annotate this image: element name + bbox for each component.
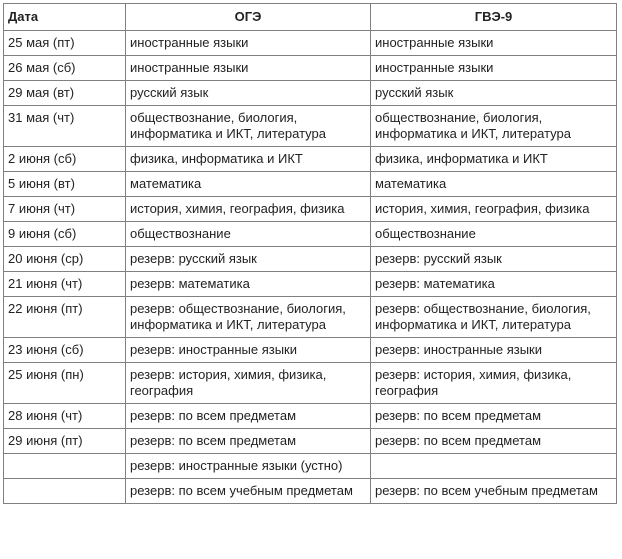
- cell-oge: резерв: по всем учебным предметам: [126, 479, 371, 504]
- cell-gve9: резерв: иностранные языки: [371, 338, 617, 363]
- cell-oge: русский язык: [126, 81, 371, 106]
- table-row: [4, 56, 617, 81]
- cell-date: 2 июня (сб): [4, 147, 126, 172]
- table-row: [4, 297, 617, 338]
- cell-oge: обществознание: [126, 222, 371, 247]
- cell-oge: резерв: обществознание, биология, информатика и ИКТ, литература: [126, 297, 371, 338]
- cell-date: 5 июня (вт): [4, 172, 126, 197]
- cell-date: 23 июня (сб): [4, 338, 126, 363]
- cell-date: 9 июня (сб): [4, 222, 126, 247]
- cell-oge: иностранные языки: [126, 31, 371, 56]
- cell-gve9: обществознание, биология, информатика и ИКТ, литература: [371, 106, 617, 147]
- cell-oge: резерв: иностранные языки: [126, 338, 371, 363]
- cell-date: 22 июня (пт): [4, 297, 126, 338]
- cell-date: 29 мая (вт): [4, 81, 126, 106]
- cell-date: 26 мая (сб): [4, 56, 126, 81]
- cell-gve9: резерв: по всем предметам: [371, 429, 617, 454]
- cell-oge: резерв: по всем предметам: [126, 429, 371, 454]
- cell-gve9: [371, 454, 617, 479]
- cell-gve9: история, химия, география, физика: [371, 197, 617, 222]
- cell-oge: резерв: история, химия, физика, география: [126, 363, 371, 404]
- table-row: [4, 404, 617, 429]
- cell-date: 20 июня (ср): [4, 247, 126, 272]
- cell-gve9: резерв: математика: [371, 272, 617, 297]
- table-row: [4, 81, 617, 106]
- cell-gve9: резерв: обществознание, биология, информатика и ИКТ, литература: [371, 297, 617, 338]
- cell-oge: иностранные языки: [126, 56, 371, 81]
- table-row: [4, 247, 617, 272]
- cell-gve9: резерв: по всем учебным предметам: [371, 479, 617, 504]
- cell-oge: резерв: иностранные языки (устно): [126, 454, 371, 479]
- cell-gve9: резерв: история, химия, физика, география: [371, 363, 617, 404]
- cell-date: 31 мая (чт): [4, 106, 126, 147]
- cell-oge: резерв: математика: [126, 272, 371, 297]
- table-row: [4, 147, 617, 172]
- cell-gve9: физика, информатика и ИКТ: [371, 147, 617, 172]
- table-row: [4, 338, 617, 363]
- header-gve9: ГВЭ-9: [371, 4, 617, 31]
- header-date: Дата: [4, 4, 126, 31]
- cell-date: 7 июня (чт): [4, 197, 126, 222]
- cell-date: [4, 454, 126, 479]
- cell-date: 25 мая (пт): [4, 31, 126, 56]
- cell-gve9: резерв: русский язык: [371, 247, 617, 272]
- cell-oge: история, химия, география, физика: [126, 197, 371, 222]
- cell-date: 29 июня (пт): [4, 429, 126, 454]
- cell-oge: физика, информатика и ИКТ: [126, 147, 371, 172]
- cell-gve9: иностранные языки: [371, 56, 617, 81]
- cell-date: [4, 479, 126, 504]
- header-oge: ОГЭ: [126, 4, 371, 31]
- header-row: [4, 4, 617, 31]
- table-row: [4, 106, 617, 147]
- cell-date: 25 июня (пн): [4, 363, 126, 404]
- cell-oge: математика: [126, 172, 371, 197]
- table-row: [4, 363, 617, 404]
- table-row: [4, 197, 617, 222]
- table-row: [4, 454, 617, 479]
- table-row: [4, 172, 617, 197]
- cell-oge: резерв: по всем предметам: [126, 404, 371, 429]
- table-row: [4, 272, 617, 297]
- cell-gve9: математика: [371, 172, 617, 197]
- table-row: [4, 31, 617, 56]
- cell-date: 21 июня (чт): [4, 272, 126, 297]
- table-row: [4, 222, 617, 247]
- cell-date: 28 июня (чт): [4, 404, 126, 429]
- table-row: [4, 429, 617, 454]
- cell-oge: обществознание, биология, информатика и ИКТ, литература: [126, 106, 371, 147]
- exam-schedule-table: [3, 3, 617, 504]
- cell-gve9: русский язык: [371, 81, 617, 106]
- cell-gve9: обществознание: [371, 222, 617, 247]
- table-row: [4, 479, 617, 504]
- cell-gve9: резерв: по всем предметам: [371, 404, 617, 429]
- cell-oge: резерв: русский язык: [126, 247, 371, 272]
- cell-gve9: иностранные языки: [371, 31, 617, 56]
